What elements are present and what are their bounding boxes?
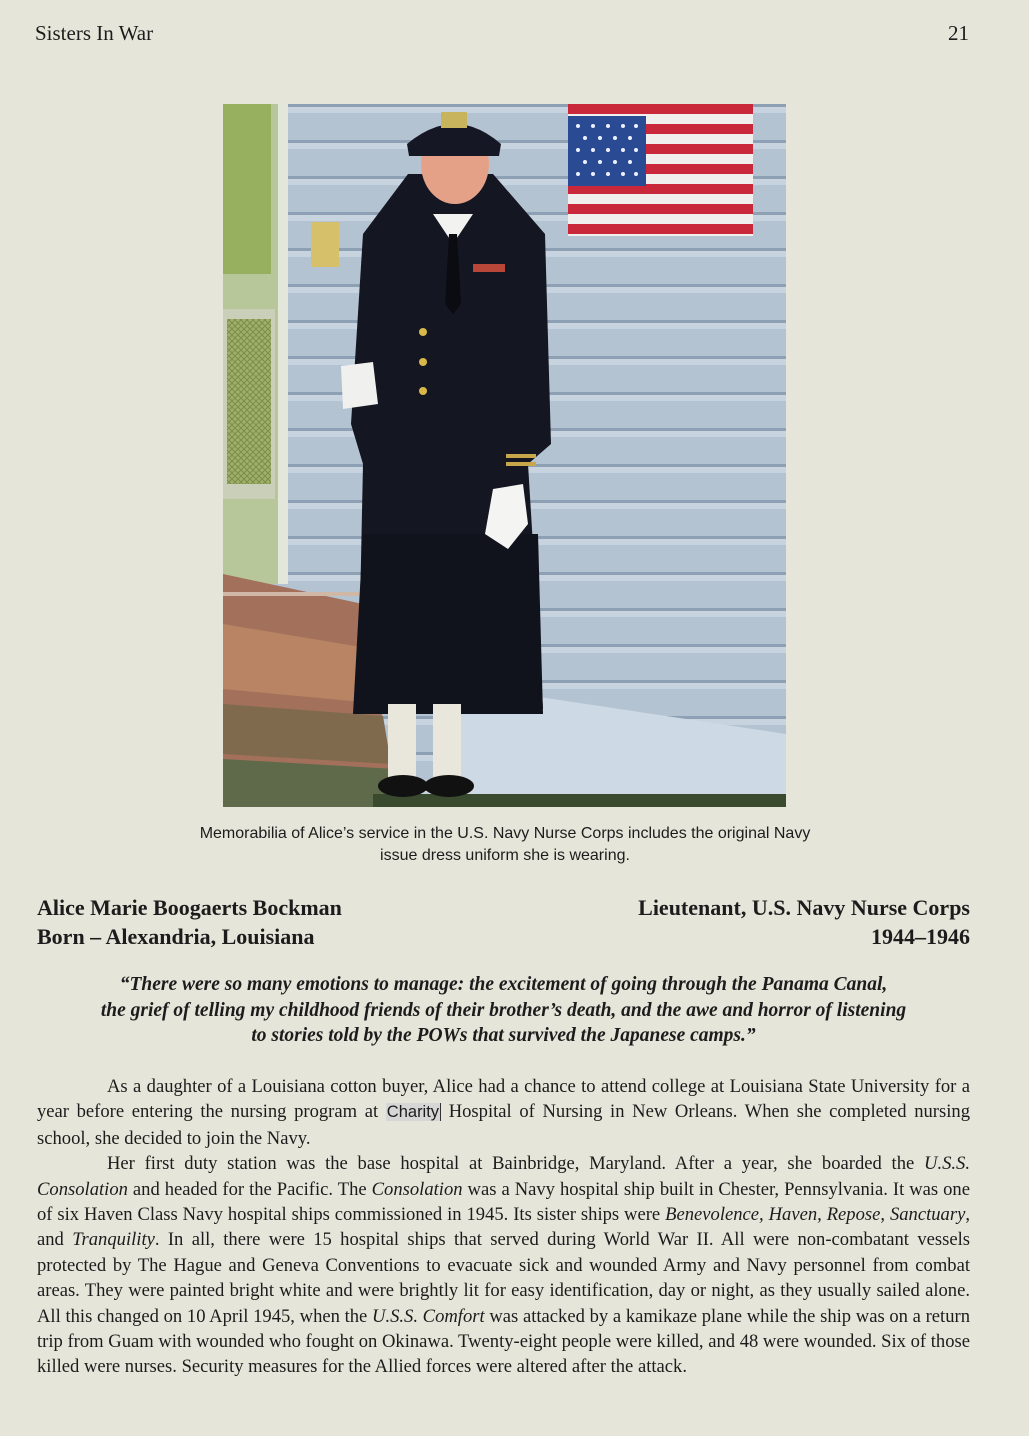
subject-birthplace: Born – Alexandria, Louisiana [37,924,315,949]
text-run: was a Navy hospital ship built in Chester, Pennsylvania. It was one of six Haven Class Navy hospital ships commissioned in 1945. Its sister ships were [37,1178,970,1226]
photo-caption [120,823,890,867]
quote-line: to stories told by the POWs that survived the Japanese camps.” [251,1025,756,1046]
body-paragraph [37,1074,970,1151]
body-paragraph [37,1151,970,1380]
ship-name: Sanctuary [889,1204,966,1226]
caption-line: issue dress uniform she is wearing. [380,847,630,864]
ship-name: Consolation [371,1178,463,1200]
text-run: . In all, there were 15 hospital ships that served during World War II. All were non-combatant vessels protected by The Hague and Geneva Conventions to evacuate sick and wounded Army and Navy personnel from combat areas. They were painted bright white and were brightly lit for easy identification, day or night, as they usually sailed alone. All this changed on 10 April 1945, when the [37,1229,970,1327]
text-run: As a daughter of a Louisiana cotton buyer, Alice had a chance to attend college at Louisiana State University for a year before entering the nursing program at [37,1076,970,1123]
article-body [37,1074,970,1380]
ship-name: Benevolence, Haven, Repose [665,1204,881,1226]
subject-name: Alice Marie Boogaerts Bockman [37,895,342,920]
caption-line: Memorabilia of Alice’s service in the U.S. Navy Nurse Corps includes the original Navy [199,825,811,842]
page-number: 21 [948,21,969,45]
running-head-title: Sisters In War [35,21,154,45]
quote-line: the grief of telling my childhood friends of their brother’s death, and the awe and horror of listening [100,999,907,1021]
subject-service-years: 1944–1946 [871,924,970,949]
selected-word[interactable]: Charity [386,1103,440,1122]
ship-name: U.S.S. Comfort [372,1305,485,1327]
subject-rank: Lieutenant, U.S. Navy Nurse Corps [638,895,970,920]
text-run: and headed for the Pacific. The [127,1178,372,1200]
subject-service [638,893,970,951]
text-run: was attacked by a kamikaze plane while the ship was on a return trip from Guam with wounded who fought on Okinawa. Twenty-eight people were killed, and 48 were wounded. Six of those killed were nurses. Security measures for the Allied forces were altered after the attack. [37,1305,971,1378]
text-run: , and [37,1204,971,1251]
quote-line: “There were so many emotions to manage: the excitement of going through the Panama Canal, [119,974,888,995]
pull-quote [37,972,970,1049]
text-run: Her first duty station was the base hospital at Bainbridge, Maryland. After a year, she boarded the [107,1153,925,1175]
text-run: , [880,1204,890,1226]
ship-name: U.S.S. Consolation [37,1153,970,1200]
ship-name: Tranquility [72,1229,155,1251]
portrait-photo [223,104,786,807]
subject-identity [37,893,342,951]
text-run: Hospital of Nursing in New Orleans. When she completed nursing school, she decided to join the Navy. [37,1101,970,1149]
